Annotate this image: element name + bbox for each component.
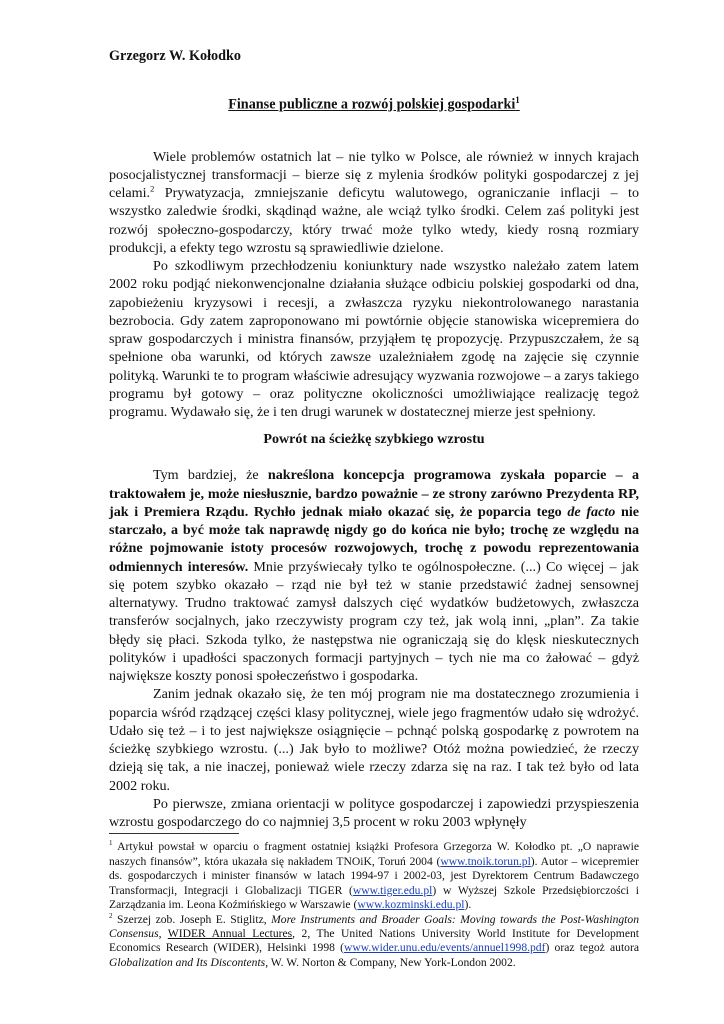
paragraph-2: Po szkodliwym przechłodzeniu koniunktury nade wszystko należało zatem latem 2002 roku podjąć niekonwencjonalne działania służące odbiciu polskiej gospodarki od dna, zapobieżeniu kryzysowi i recesji, a zwłaszcza ryzyku niekontrolowanego narastania bezrobocia. Gdy zatem zaproponowano mi powtórnie objęcie stanowiska wicepremiera do spraw gospodarczych i ministra finansów, przyjąłem tę propozycję. Przypuszczałem, że są spełnione oba warunki, od których zawsze uzależniałem zgodę na zajęcie się czynnie polityką. Warunki te to program właściwie adresujący wyzwania rozwojowe – a zarys takiego programu był gotowy – oraz polityczne okoliczności umożliwiające realizację tegoż programu. Wydawało się, że i ten drugi warunek w dostatecznej mierze jest spełniony.	[109, 258, 639, 421]
fn2-text-f: ) oraz tegoż autora	[545, 941, 639, 955]
footnote-2-number: 2	[109, 911, 113, 920]
author-name: Grzegorz W. Kołodko	[109, 48, 242, 64]
fn1-text-b: ). Autor – wicepremier ds. gospodarczych i minister finansów w latach 1994-97 i 2002-03, jest Dyrektorem Centrum Badawczego Transformacji, Integracji i Globalizacji TIGER (	[109, 854, 639, 897]
fn2-text-h: , W. W. Norton & Company, New York-London 2002.	[265, 955, 516, 969]
p1-text-b: Prywatyzacja, zmniejszanie deficytu walutowego, ograniczanie inflacji – to wszystko zaledwie środki, skądinąd ważne, ale wciąż tylko środki. Celem zaś polityki jest rozwój społeczno-gospodarczy, który trwać może tylko wtedy, kiedy rosną rozmiary produkcji, a efekty tego wzrostu są sprawiedliwie dzielone.	[109, 185, 639, 256]
fn2-italic-g: Globalization and Its Discontents	[109, 955, 266, 969]
p3-text-a: Tym bardziej, że	[153, 467, 268, 484]
fn2-underlined-d: WIDER Annual Lectures	[167, 926, 293, 940]
article-title	[109, 95, 639, 114]
p1-text-a: Wiele problemów ostatnich lat – nie tylko w Polsce, ale również w innych krajach posocjalistycznej transformacji – bierze się z mylenia środków polityki gospodarczej z jej celami.	[109, 148, 639, 202]
article-title-text: Finanse publiczne a rozwój polskiej gospodarki	[228, 96, 516, 113]
p3-bold-italic-c: de facto	[567, 503, 616, 520]
footnote-ref-2[interactable]: 2	[150, 183, 155, 194]
paragraph-5: Po pierwsze, zmiana orientacji w polityce gospodarczej i zapowiedzi przyspieszenia wzrostu gospodarczego do co najmniej 3,5 procent w roku 2003 wpłynęły	[109, 795, 639, 831]
paragraph-3	[109, 466, 639, 685]
section-title: Powrót na ścieżkę szybkiego wzrostu	[263, 431, 485, 448]
link-tiger[interactable]: www.tiger.edu.pl	[352, 883, 433, 897]
document-page	[109, 48, 639, 970]
link-kozminski[interactable]: www.kozminski.edu.pl	[357, 898, 465, 912]
footnote-2	[109, 913, 639, 971]
paragraph-4: Zanim jednak okazało się, że ten mój program nie ma dostatecznego zrozumienia i poparcia wśród rządzącej części klasy politycznej, wiele jego fragmentów udało się wdrożyć. Udało się też – i to jest największe osiągnięcie – pchnąć polską gospodarkę z powrotem na ścieżkę szybkiego wzrostu. (...) Jak było to możliwe? Otóż można powiedzieć, że rzeczy dzieją się tak, a nie inaczej, ponieważ wiele rzeczy zdarza się na raz. I tak też było od lata 2002 roku.	[109, 686, 639, 794]
paragraph-1	[109, 148, 639, 258]
link-wider[interactable]: www.wider.unu.edu/events/annuel1998.pdf	[344, 941, 546, 955]
fn2-text-a: Szerzej zob. Joseph E. Stiglitz,	[112, 912, 272, 926]
p3-bold-d: nie starczało, a być może tak naprawdę nigdy go do końca nie było; trochę ze względu na różne pojmowanie istoty procesów rozwojowych, trochę z powodu reprezentowania odmiennych interesów.	[109, 503, 639, 575]
footnote-1	[109, 840, 639, 912]
title-footnote-ref[interactable]: 1	[515, 95, 520, 105]
fn1-text-c: ) w Wyższej Szkole Przedsiębiorczości i Zarządzania im. Leona Koźmińskiego w Warszawie (	[109, 883, 639, 912]
fn1-text-d: ).	[464, 898, 472, 912]
fn1-text-a: Artykuł powstał w oparciu o fragment ostatniej książki Profesora Grzegorza W. Kołodko pt. „O naprawie naszych finansów”, która ukazała się nakładem TNOiK, Toruń 2004 (	[109, 840, 639, 868]
fn2-italic-b: More Instruments and Broader Goals: Moving towards the Post-Washington Consensus,	[109, 912, 639, 940]
footnote-separator	[109, 833, 239, 834]
link-tnoik[interactable]: www.tnoik.torun.pl	[440, 854, 531, 868]
p3-text-e: Mnie przyświecały tylko te ogólnospołeczne. (...) Co więcej – jak się potem szybko okazało – rząd nie był też w stanie przedstawić żadnej sensownej alternatywy. Trudno traktować zamysł dalszych cięć wydatków budżetowych, zwłaszcza transferów socjalnych, jako rzeczywisty program czy też, jak wolą inni, „plan”. Za takie błędy się płaci. Szkoda tylko, że następstwa nie ograniczają się do klęsk nieskutecznych polityków i upadłości spaczonych formacji partyjnych – tych nie ma co żałować – gdyż największe koszty ponosi społeczeństwo i gospodarka.	[109, 558, 639, 685]
p3-bold-b: nakreślona koncepcja programowa zyskała poparcie – a traktowałem je, może niesłusznie, bardzo poważnie – ze strony zarówno Prezydenta RP, jak i Premiera Rządu. Rychło jednak miało okazać się, że poparcia tego	[109, 467, 640, 520]
footnote-1-number: 1	[109, 839, 113, 848]
fn2-text-e: , 2, The United Nations University World Institute for Development Economics Research (WIDER), Helsinki 1998 (	[109, 926, 639, 955]
